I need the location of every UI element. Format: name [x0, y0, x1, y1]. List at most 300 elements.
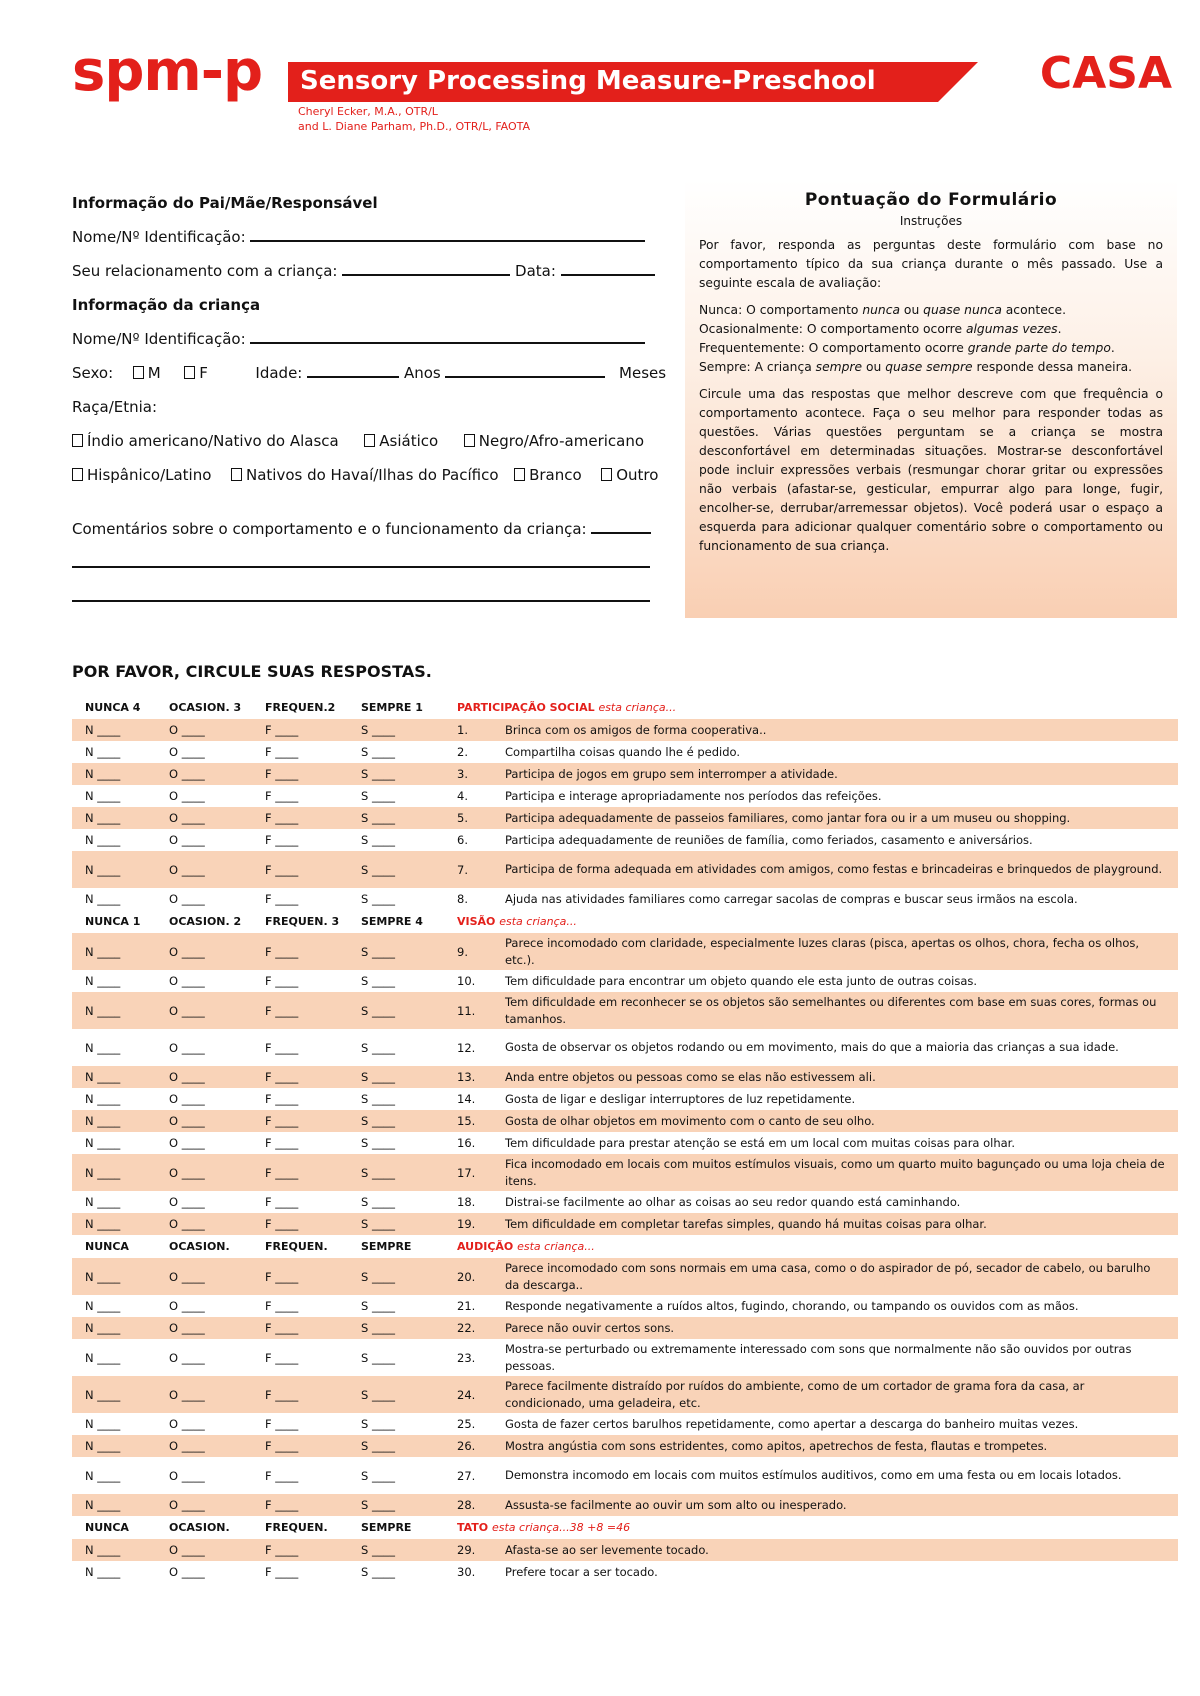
- question-number: 24.: [457, 1387, 476, 1402]
- answer-frequently[interactable]: F ____: [265, 1165, 299, 1180]
- answer-always[interactable]: S ____: [361, 1195, 395, 1209]
- answer-always[interactable]: S ____: [361, 1269, 395, 1284]
- answer-never[interactable]: N ____: [85, 944, 121, 959]
- sex-label: Sexo:: [72, 364, 114, 382]
- answer-occasionally[interactable]: O ____: [169, 1543, 205, 1557]
- comments-line-3[interactable]: [72, 600, 650, 602]
- answer-frequently[interactable]: F ____: [265, 811, 299, 825]
- answer-occasionally[interactable]: O ____: [169, 1040, 205, 1055]
- question-text: Tem dificuldade para prestar atenção se está em um local com muitas coisas para olhar.: [505, 1135, 1016, 1150]
- answer-never[interactable]: N ____: [85, 1092, 121, 1106]
- answer-always[interactable]: S ____: [361, 1040, 395, 1055]
- question-number: 1.: [457, 723, 468, 737]
- answer-occasionally[interactable]: O ____: [169, 1136, 205, 1150]
- question-number: 18.: [457, 1195, 476, 1209]
- question-number: 19.: [457, 1217, 476, 1231]
- answer-occasionally[interactable]: O ____: [169, 767, 205, 781]
- question-row: [72, 1088, 1178, 1110]
- question-text: Participa e interage apropriadamente nos períodos das refeições.: [505, 788, 882, 803]
- race-option-checkbox[interactable]: [231, 468, 242, 481]
- race-option-checkbox[interactable]: [514, 468, 525, 481]
- answer-frequently[interactable]: F ____: [265, 862, 299, 877]
- question-number: 12.: [457, 1040, 476, 1055]
- answer-occasionally[interactable]: O ____: [169, 1165, 205, 1180]
- answer-frequently[interactable]: F ____: [265, 1387, 299, 1402]
- column-header-nunca: NUNCA: [85, 1240, 129, 1253]
- answer-never[interactable]: N ____: [85, 1040, 121, 1055]
- question-row: [72, 1132, 1178, 1154]
- answer-frequently[interactable]: F ____: [265, 833, 299, 847]
- answer-never[interactable]: N ____: [85, 767, 121, 781]
- question-text: Parece incomodado com sons normais em uma casa, como o do aspirador de pó, secador de cabelo, ou barulho da descarga..: [505, 1260, 1151, 1292]
- race-option-label: Índio americano/Nativo do Alasca: [87, 432, 339, 450]
- answer-frequently[interactable]: F ____: [265, 1565, 299, 1579]
- answer-never[interactable]: N ____: [85, 1387, 121, 1402]
- question-text: Tem dificuldade em completar tarefas simples, quando há muitas coisas para olhar.: [505, 1216, 987, 1231]
- answer-occasionally[interactable]: O ____: [169, 745, 205, 759]
- answer-always[interactable]: S ____: [361, 789, 395, 803]
- question-number: 4.: [457, 789, 468, 803]
- date-field[interactable]: [561, 262, 655, 276]
- answer-never[interactable]: N ____: [85, 1195, 121, 1209]
- race-option-label: Nativos do Havaí/Ilhas do Pacífico: [245, 466, 499, 484]
- question-number: 20.: [457, 1269, 476, 1284]
- answer-always[interactable]: S ____: [361, 767, 395, 781]
- rating-scale-list: [699, 301, 1163, 377]
- section-subtitle: esta criança...: [499, 915, 577, 928]
- answer-always[interactable]: S ____: [361, 1350, 395, 1365]
- question-row: [72, 1029, 1178, 1066]
- spm-p-logo: spm-p: [72, 39, 263, 104]
- answer-always[interactable]: S ____: [361, 1092, 395, 1106]
- scoring-instructions-box: [685, 180, 1177, 618]
- question-text: Gosta de olhar objetos em movimento com o canto de seu olho.: [505, 1113, 875, 1128]
- answer-frequently[interactable]: F ____: [265, 1217, 299, 1231]
- answer-occasionally[interactable]: O ____: [169, 892, 205, 906]
- column-header-nunca: NUNCA 4: [85, 701, 141, 714]
- question-number: 26.: [457, 1439, 476, 1453]
- answer-always[interactable]: S ____: [361, 1070, 395, 1084]
- race-option-checkbox[interactable]: [601, 468, 612, 481]
- scale-text: A criança: [750, 360, 816, 374]
- answer-never[interactable]: N ____: [85, 1136, 121, 1150]
- answer-frequently[interactable]: F ____: [265, 974, 299, 988]
- answer-never[interactable]: N ____: [85, 1269, 121, 1284]
- question-text: Mostra angústia com sons estridentes, como apitos, apetrechos de festa, flautas e trompetes.: [505, 1438, 1048, 1453]
- question-number: 17.: [457, 1165, 476, 1180]
- question-number: 3.: [457, 767, 468, 781]
- answer-always[interactable]: S ____: [361, 1217, 395, 1231]
- sex-age-row: [72, 364, 666, 382]
- answer-occasionally[interactable]: O ____: [169, 1417, 205, 1431]
- answer-frequently[interactable]: F ____: [265, 1498, 299, 1512]
- section-name: TATO: [457, 1521, 492, 1534]
- race-label: Raça/Etnia:: [72, 398, 158, 416]
- scale-emphasis: quase sempre: [885, 360, 973, 374]
- sex-m-checkbox[interactable]: [133, 366, 144, 379]
- race-option-label: Outro: [616, 466, 659, 484]
- scale-term: Sempre:: [699, 360, 751, 374]
- question-row: [72, 1066, 1178, 1088]
- answer-occasionally[interactable]: O ____: [169, 1321, 205, 1335]
- answer-frequently[interactable]: F ____: [265, 723, 299, 737]
- question-text: Afasta-se ao ser levemente tocado.: [505, 1542, 709, 1557]
- answer-occasionally[interactable]: O ____: [169, 1350, 205, 1365]
- race-option-label: Asiático: [379, 432, 439, 450]
- answer-always[interactable]: S ____: [361, 892, 395, 906]
- answer-always[interactable]: S ____: [361, 1387, 395, 1402]
- question-text: Demonstra incomodo em locais com muitos estímulos auditivos, como em uma festa ou em locais lotados.: [505, 1468, 1122, 1482]
- answer-frequently[interactable]: F ____: [265, 1269, 299, 1284]
- answer-never[interactable]: N ____: [85, 745, 121, 759]
- answer-frequently[interactable]: F ____: [265, 1321, 299, 1335]
- race-option-checkbox[interactable]: [72, 468, 83, 481]
- question-number: 15.: [457, 1114, 476, 1128]
- answer-occasionally[interactable]: O ____: [169, 1195, 205, 1209]
- race-option-label: Negro/Afro-americano: [478, 432, 645, 450]
- child-name-row: [72, 330, 645, 348]
- answer-never[interactable]: N ____: [85, 723, 121, 737]
- answer-always[interactable]: S ____: [361, 1498, 395, 1512]
- age-years-field[interactable]: [307, 364, 399, 378]
- answer-frequently[interactable]: F ____: [265, 745, 299, 759]
- answer-always[interactable]: S ____: [361, 1299, 395, 1313]
- child-name-label: Nome/Nº Identificação:: [72, 330, 246, 348]
- answer-never[interactable]: N ____: [85, 892, 121, 906]
- answer-occasionally[interactable]: O ____: [169, 1468, 205, 1483]
- answer-always[interactable]: S ____: [361, 944, 395, 959]
- answer-always[interactable]: S ____: [361, 1417, 395, 1431]
- relationship-row: [72, 262, 655, 280]
- question-text: Assusta-se facilmente ao ouvir um som alto ou inesperado.: [505, 1497, 847, 1512]
- answer-occasionally[interactable]: O ____: [169, 1498, 205, 1512]
- question-text: Brinca com os amigos de forma cooperativa..: [505, 722, 767, 737]
- answer-frequently[interactable]: F ____: [265, 892, 299, 906]
- race-option-checkbox[interactable]: [72, 434, 83, 447]
- answer-never[interactable]: N ____: [85, 1321, 121, 1335]
- answer-never[interactable]: N ____: [85, 811, 121, 825]
- question-number: 14.: [457, 1092, 476, 1106]
- race-option-label: Hispânico/Latino: [87, 466, 212, 484]
- section-subtitle: esta criança...: [598, 701, 677, 714]
- column-header-ocasion: OCASION.: [169, 1521, 230, 1534]
- scale-emphasis: algumas vezes: [965, 322, 1058, 336]
- question-text: Participa de forma adequada em atividades com amigos, como festas e brincadeiras e brinquedos de playground.: [505, 862, 1163, 876]
- question-row: [72, 1317, 1178, 1339]
- question-row: [72, 719, 1178, 741]
- question-number: 6.: [457, 833, 468, 847]
- question-row: [72, 1154, 1178, 1191]
- section-title: [457, 701, 676, 714]
- answer-frequently[interactable]: F ____: [265, 1299, 299, 1313]
- author-line-1: Cheryl Ecker, M.A., OTR/L: [298, 105, 438, 118]
- section-header-row: [72, 910, 1178, 933]
- answer-never[interactable]: N ____: [85, 1417, 121, 1431]
- question-row: [72, 1457, 1178, 1494]
- scoring-intro: Por favor, responda as perguntas deste formulário com base no comportamento típico da sua criança durante o mês passado. Use a seguinte escala de avaliação:: [699, 238, 1163, 290]
- scale-emphasis: sempre: [815, 360, 863, 374]
- answer-never[interactable]: N ____: [85, 1498, 121, 1512]
- answer-occasionally[interactable]: O ____: [169, 789, 205, 803]
- answer-frequently[interactable]: F ____: [265, 1195, 299, 1209]
- column-header-ocasion: OCASION. 3: [169, 701, 242, 714]
- scale-emphasis: grande parte do tempo: [967, 341, 1111, 355]
- comments-row: [72, 520, 651, 538]
- answer-always[interactable]: S ____: [361, 1165, 395, 1180]
- column-header-sempre: SEMPRE 4: [361, 915, 423, 928]
- answer-frequently[interactable]: F ____: [265, 1114, 299, 1128]
- answer-always[interactable]: S ____: [361, 1114, 395, 1128]
- column-header-ocasion: OCASION.: [169, 1240, 230, 1253]
- question-row: [72, 1213, 1178, 1235]
- race-options-row-1: [72, 432, 644, 450]
- title-banner: [288, 62, 978, 102]
- comments-label: Comentários sobre o comportamento e o funcionamento da criança:: [72, 520, 587, 538]
- question-number: 28.: [457, 1498, 476, 1512]
- question-number: 5.: [457, 811, 468, 825]
- question-text: Participa adequadamente de reuniões de família, como feriados, casamento e aniversários.: [505, 832, 1033, 847]
- column-header-sempre: SEMPRE: [361, 1521, 412, 1534]
- question-row: [72, 829, 1178, 851]
- years-label: Anos: [403, 364, 441, 382]
- answer-occasionally[interactable]: O ____: [169, 1565, 205, 1579]
- column-header-sempre: SEMPRE: [361, 1240, 412, 1253]
- race-option-checkbox[interactable]: [364, 434, 375, 447]
- section-title: [457, 1240, 595, 1253]
- age-months-field[interactable]: [445, 364, 605, 378]
- question-number: 25.: [457, 1417, 476, 1431]
- question-text: Tem dificuldade em reconhecer se os objetos são semelhantes ou diferentes com base em suas cores, formas ou tamanhos.: [505, 994, 1157, 1026]
- rating-scale-item: [699, 320, 1163, 339]
- answer-never[interactable]: N ____: [85, 1114, 121, 1128]
- answer-occasionally[interactable]: O ____: [169, 1092, 205, 1106]
- answer-frequently[interactable]: F ____: [265, 1040, 299, 1055]
- section-subtitle: esta criança...38 +8 =46: [492, 1521, 631, 1534]
- months-label: Meses: [619, 364, 667, 382]
- answer-never[interactable]: N ____: [85, 1350, 121, 1365]
- scale-emphasis: quase nunca: [923, 303, 1002, 317]
- answer-always[interactable]: S ____: [361, 1565, 395, 1579]
- parent-info-heading: Informação do Pai/Mãe/Responsável: [72, 194, 378, 212]
- question-row: [72, 888, 1178, 910]
- section-subtitle: esta criança...: [517, 1240, 595, 1253]
- answer-occasionally[interactable]: O ____: [169, 944, 205, 959]
- answer-always[interactable]: S ____: [361, 811, 395, 825]
- question-number: 11.: [457, 1003, 476, 1018]
- answer-occasionally[interactable]: O ____: [169, 1387, 205, 1402]
- answer-never[interactable]: N ____: [85, 974, 121, 988]
- section-name: VISÃO: [457, 915, 500, 928]
- question-number: 9.: [457, 944, 468, 959]
- sex-f-checkbox[interactable]: [184, 366, 195, 379]
- answer-frequently[interactable]: F ____: [265, 767, 299, 781]
- scale-emphasis: nunca: [862, 303, 901, 317]
- answer-always[interactable]: S ____: [361, 974, 395, 988]
- answer-never[interactable]: N ____: [85, 862, 121, 877]
- question-row: [72, 1561, 1178, 1583]
- question-row: [72, 1339, 1178, 1376]
- question-row: [72, 992, 1178, 1029]
- answer-frequently[interactable]: F ____: [265, 1468, 299, 1483]
- question-number: 27.: [457, 1468, 476, 1483]
- answer-never[interactable]: N ____: [85, 833, 121, 847]
- scale-text: .: [1057, 322, 1062, 336]
- relationship-field[interactable]: [342, 262, 510, 276]
- question-number: 23.: [457, 1350, 476, 1365]
- answer-never[interactable]: N ____: [85, 1439, 121, 1453]
- question-text: Fica incomodado em locais com muitos estímulos visuais, como um quarto muito bagunçado ou uma loja cheia de itens.: [505, 1156, 1165, 1188]
- relationship-label: Seu relacionamento com a criança:: [72, 262, 338, 280]
- answer-occasionally[interactable]: O ____: [169, 811, 205, 825]
- answer-never[interactable]: N ____: [85, 1543, 121, 1557]
- answer-frequently[interactable]: F ____: [265, 1439, 299, 1453]
- answer-occasionally[interactable]: O ____: [169, 1003, 205, 1018]
- rating-scale-item: [699, 339, 1163, 358]
- scale-text: .: [1110, 341, 1115, 355]
- answer-never[interactable]: N ____: [85, 1003, 121, 1018]
- answer-always[interactable]: S ____: [361, 723, 395, 737]
- answer-always[interactable]: S ____: [361, 745, 395, 759]
- section-header-row: [72, 1235, 1178, 1258]
- answer-frequently[interactable]: F ____: [265, 1136, 299, 1150]
- question-row: [72, 1494, 1178, 1516]
- scale-text: O comportamento: [742, 303, 863, 317]
- circle-responses-heading: POR FAVOR, CIRCULE SUAS RESPOSTAS.: [72, 662, 432, 681]
- question-number: 8.: [457, 892, 468, 906]
- answer-always[interactable]: S ____: [361, 862, 395, 877]
- question-number: 29.: [457, 1543, 476, 1557]
- answer-occasionally[interactable]: O ____: [169, 862, 205, 877]
- rating-scale-item: [699, 358, 1163, 377]
- answer-never[interactable]: N ____: [85, 1165, 121, 1180]
- answer-occasionally[interactable]: O ____: [169, 1439, 205, 1453]
- question-text: Participa adequadamente de passeios familiares, como jantar fora ou ir a um museu ou shopping.: [505, 810, 1071, 825]
- section-name: PARTICIPAÇÃO SOCIAL: [457, 701, 599, 714]
- question-text: Parece facilmente distraído por ruídos do ambiente, como de um cortador de grama fora da casa, ar condicionado, uma geladeira, etc.: [505, 1378, 1085, 1410]
- answer-occasionally[interactable]: O ____: [169, 974, 205, 988]
- form-title: Sensory Processing Measure-Preschool: [300, 66, 876, 96]
- answer-never[interactable]: N ____: [85, 1299, 121, 1313]
- question-row: [72, 851, 1178, 888]
- answer-always[interactable]: S ____: [361, 1468, 395, 1483]
- question-row: [72, 807, 1178, 829]
- scoring-body: Circule uma das respostas que melhor descreve com que frequência o comportamento acontece. Faça o seu melhor para responder todas as questões. Várias questões perguntam se a criança se mostra desconfortável em determinadas situações. Mostrar-se desconfortável pode incluir expressões verbais (resmungar chorar gritar ou expressões não verbais (afastar-se, gesticular, empurrar algo para longe, fugir, encolher-se, derrubar/arremessar objetos). Você poderá usar o espaço a esquerda para adicionar qualquer comentário sobre o comportamento ou funcionamento de sua criança.: [699, 387, 1163, 553]
- scoring-title: Pontuação do Formulário: [804, 190, 1058, 210]
- scale-term: Ocasionalmente:: [699, 322, 803, 336]
- question-text: Prefere tocar a ser tocado.: [505, 1564, 658, 1579]
- question-number: 21.: [457, 1299, 476, 1313]
- scale-term: Nunca:: [699, 303, 743, 317]
- question-row: [72, 1435, 1178, 1457]
- question-row: [72, 763, 1178, 785]
- question-text: Distrai-se facilmente ao olhar as coisas ao seu redor quando está caminhando.: [505, 1194, 961, 1209]
- question-row: [72, 1413, 1178, 1435]
- column-header-frequen: FREQUEN.2: [265, 701, 336, 714]
- section-header-row: [72, 1516, 1178, 1539]
- question-text: Responde negativamente a ruídos altos, fugindo, chorando, ou tampando os ouvidos com as mãos.: [505, 1298, 1079, 1313]
- answer-never[interactable]: N ____: [85, 1217, 121, 1231]
- answer-never[interactable]: N ____: [85, 1468, 121, 1483]
- comments-line-2[interactable]: [72, 566, 650, 568]
- answer-frequently[interactable]: F ____: [265, 944, 299, 959]
- sex-m-label: M: [147, 364, 161, 382]
- answer-always[interactable]: S ____: [361, 1439, 395, 1453]
- question-number: 22.: [457, 1321, 476, 1335]
- parent-name-field[interactable]: [250, 228, 645, 242]
- answer-frequently[interactable]: F ____: [265, 789, 299, 803]
- parent-name-label: Nome/Nº Identificação:: [72, 228, 246, 246]
- comments-field[interactable]: [591, 520, 651, 534]
- authors: [298, 104, 530, 134]
- answer-occasionally[interactable]: O ____: [169, 1269, 205, 1284]
- column-header-nunca: NUNCA: [85, 1521, 129, 1534]
- question-row: [72, 1376, 1178, 1413]
- column-header-sempre: SEMPRE 1: [361, 701, 423, 714]
- question-text: Compartilha coisas quando lhe é pedido.: [505, 744, 740, 759]
- column-header-frequen: FREQUEN.: [265, 1240, 328, 1253]
- column-header-ocasion: OCASION. 2: [169, 915, 242, 928]
- child-info-heading: Informação da criança: [72, 296, 261, 314]
- answer-frequently[interactable]: F ____: [265, 1070, 299, 1084]
- rating-scale-item: [699, 301, 1163, 320]
- question-row: [72, 1258, 1178, 1295]
- answer-always[interactable]: S ____: [361, 1321, 395, 1335]
- question-number: 30.: [457, 1565, 476, 1579]
- child-name-field[interactable]: [250, 330, 645, 344]
- column-header-nunca: NUNCA 1: [85, 915, 141, 928]
- answer-always[interactable]: S ____: [361, 1543, 395, 1557]
- answer-always[interactable]: S ____: [361, 1136, 395, 1150]
- section-header-row: [72, 696, 1178, 719]
- answer-frequently[interactable]: F ____: [265, 1543, 299, 1557]
- answer-occasionally[interactable]: O ____: [169, 1299, 205, 1313]
- section-title: [457, 915, 577, 928]
- answer-never[interactable]: N ____: [85, 1565, 121, 1579]
- question-text: Mostra-se perturbado ou extremamente interessado com sons que normalmente não são ouvidos por outras pessoas.: [505, 1341, 1132, 1373]
- parent-name-row: [72, 228, 645, 246]
- section-name: AUDIÇÃO: [457, 1240, 518, 1253]
- race-options-row-2: [72, 466, 658, 484]
- question-row: [72, 741, 1178, 763]
- answer-frequently[interactable]: F ____: [265, 1417, 299, 1431]
- answer-never[interactable]: N ____: [85, 789, 121, 803]
- question-text: Ajuda nas atividades familiares como carregar sacolas de compras e buscar seus irmãos na escola.: [505, 891, 1078, 906]
- scale-text: ou: [862, 360, 886, 374]
- question-text: Tem dificuldade para encontrar um objeto quando ele esta junto de outras coisas.: [505, 973, 978, 988]
- author-line-2: and L. Diane Parham, Ph.D., OTR/L, FAOTA: [298, 120, 531, 133]
- question-number: 2.: [457, 745, 468, 759]
- answer-always[interactable]: S ____: [361, 833, 395, 847]
- question-number: 7.: [457, 862, 468, 877]
- column-header-frequen: FREQUEN. 3: [265, 915, 340, 928]
- answer-frequently[interactable]: F ____: [265, 1350, 299, 1365]
- answer-occasionally[interactable]: O ____: [169, 833, 205, 847]
- scoring-subtitle: Instruções: [899, 214, 963, 228]
- answer-occasionally[interactable]: O ____: [169, 723, 205, 737]
- answer-never[interactable]: N ____: [85, 1070, 121, 1084]
- answer-occasionally[interactable]: O ____: [169, 1217, 205, 1231]
- sex-f-label: F: [199, 364, 208, 382]
- answer-frequently[interactable]: F ____: [265, 1003, 299, 1018]
- answer-occasionally[interactable]: O ____: [169, 1114, 205, 1128]
- race-option-checkbox[interactable]: [464, 434, 475, 447]
- question-row: [72, 1539, 1178, 1561]
- question-text: Parece não ouvir certos sons.: [505, 1320, 675, 1335]
- answer-always[interactable]: S ____: [361, 1003, 395, 1018]
- answer-frequently[interactable]: F ____: [265, 1092, 299, 1106]
- answer-occasionally[interactable]: O ____: [169, 1070, 205, 1084]
- question-number: 10.: [457, 974, 476, 988]
